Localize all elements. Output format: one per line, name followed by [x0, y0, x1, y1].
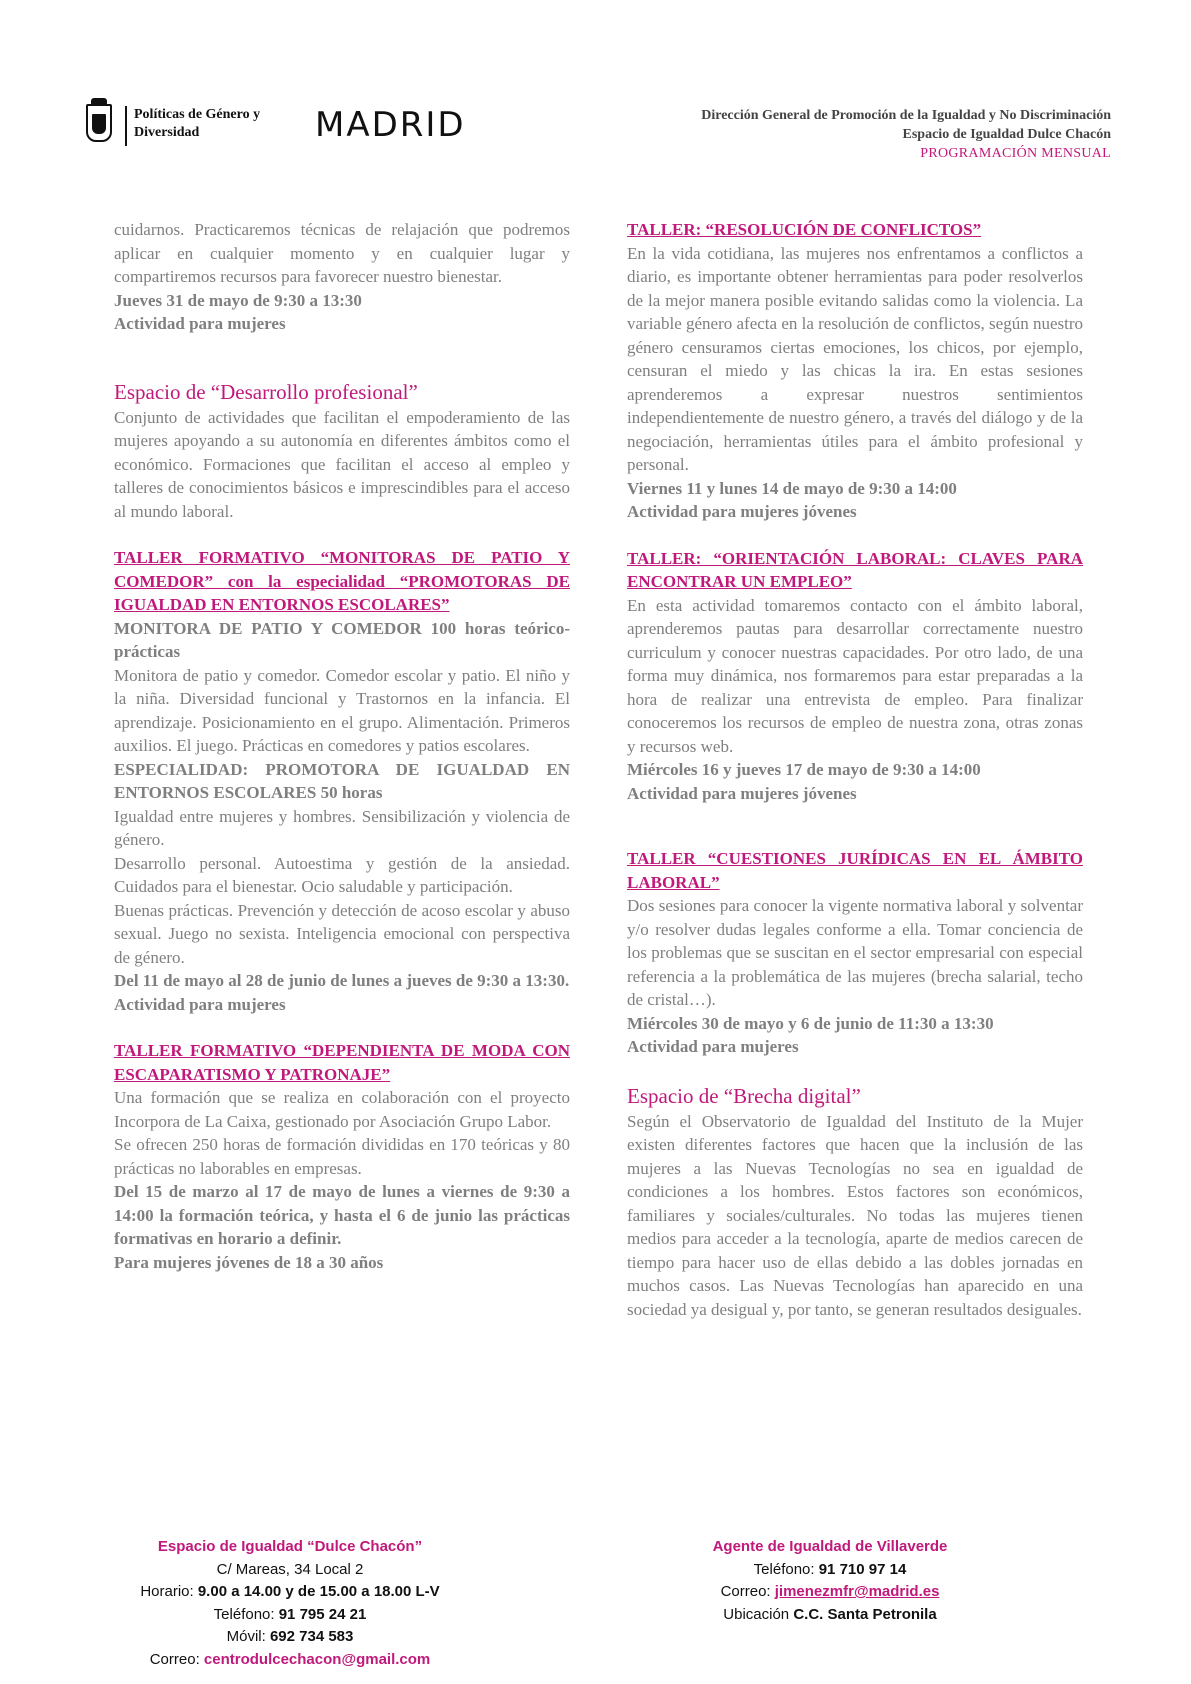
- footer-right: [650, 1536, 1010, 1626]
- taller-monitoras-target: Actividad para mujeres: [114, 994, 286, 1014]
- intro-text: cuidarnos. Practicaremos técnicas de relajación que podremos aplicar en cualquier momento y en cualquier lugar y compartiremos recursos para favorecer nuestro bienestar.: [114, 220, 570, 286]
- logo-divider: [125, 106, 127, 146]
- left-column: [114, 218, 570, 1274]
- header-right: [701, 106, 1111, 163]
- taller-dependienta-text1: Una formación que se realiza en colaboración con el proyecto Incorpora de La Caixa, gestionado por Asociación Grupo Labor.: [114, 1088, 570, 1131]
- taller-orientacion-title: TALLER: “ORIENTACIÓN LABORAL: CLAVES PARA ENCONTRAR UN EMPLEO”: [627, 548, 1083, 591]
- taller-dependienta-date: Del 15 de marzo al 17 de mayo de lunes a viernes de 9:30 a 14:00 la formación teórica, y hasta el 6 de junio las prácticas formativas en horario a definir.: [114, 1182, 570, 1248]
- taller-dependienta-title: TALLER FORMATIVO “DEPENDIENTA DE MODA CON ESCAPARATISMO Y PATRONAJE”: [114, 1041, 570, 1084]
- logo-line-2: Diversidad: [134, 125, 200, 140]
- footer-mobile: Móvil: 692 734 583: [226, 1628, 354, 1645]
- taller-conflictos-target: Actividad para mujeres jóvenes: [627, 502, 857, 521]
- taller-juridicas-target: Actividad para mujeres: [627, 1037, 799, 1056]
- taller-dependienta-target: Para mujeres jóvenes de 18 a 30 años: [114, 1252, 384, 1272]
- footer-right-email: Correo: jimenezmfr@madrid.es: [720, 1583, 940, 1600]
- taller-orientacion-text: En esta actividad tomaremos contacto con el ámbito laboral, aprenderemos pautas para desarrollar correctamente nuestro curriculum y conocer nuestras capacidades. Por otro lado, de una forma muy dinámica, nos formaremos para estar preparadas a la hora de realizar una entrevista de empleo. Para finalizar conoceremos los recursos de empleo de nuestra zona, otras zonas y recursos web.: [627, 595, 1083, 756]
- space-text-brecha: Según el Observatorio de Igualdad del Instituto de la Mujer existen diferentes factores que hacen que la inclusión de las mujeres a las Nuevas Tecnologías no sea en igualdad de condiciones a los hombres. Estos factores son económicos, familiares y sociales/culturales. No todas las mujeres tienen medios para acceder a la tecnología, aparte de medios carecen de tiempo para hacer uso de ellas debido a las dobles jornadas en muchos casos. Las Nuevas Tecnologías han aparecido en una sociedad ya desigual y, por tanto, se generan resultados desiguales.: [627, 1111, 1083, 1319]
- footer-right-phone: Teléfono: 91 710 97 14: [753, 1560, 907, 1578]
- taller-monitoras-text2: Igualdad entre mujeres y hombres. Sensibilización y violencia de género.: [114, 806, 570, 849]
- footer-left-title: Espacio de Igualdad “Dulce Chacón”: [157, 1538, 423, 1555]
- footer-right-location: Ubicación C.C. Santa Petronila: [723, 1605, 937, 1623]
- taller-dependienta-text2: Se ofrecen 250 horas de formación divididas en 170 teóricas y 80 prácticas no laborables en empresas.: [114, 1135, 570, 1178]
- intro-target: Actividad para mujeres: [114, 314, 286, 333]
- taller-monitoras-sub2: ESPECIALIDAD: PROMOTORA DE IGUALDAD EN ENTORNOS ESCOLARES 50 horas: [114, 759, 570, 802]
- logo-madrid: MADRID: [315, 105, 466, 145]
- taller-monitoras-text4: Buenas prácticas. Prevención y detección de acoso escolar y abuso sexual. Juego no sexista. Inteligencia emocional con perspectiva de género.: [114, 900, 570, 967]
- taller-monitoras-text3: Desarrollo personal. Autoestima y gestión de la ansiedad. Cuidados para el bienestar. Ocio saludable y participación.: [114, 853, 570, 896]
- logo-line-1: Políticas de Género y: [134, 107, 261, 122]
- header-programacion: PROGRAMACIÓN MENSUAL: [920, 146, 1111, 161]
- taller-orientacion-target: Actividad para mujeres jóvenes: [627, 783, 857, 803]
- footer-phone: Teléfono: 91 795 24 21: [213, 1605, 367, 1623]
- header-directorate: Dirección General de Promoción de la Igualdad y No Discriminación: [701, 108, 1111, 123]
- space-title-brecha: Espacio de “Brecha digital”: [627, 1083, 861, 1108]
- header-space: Espacio de Igualdad Dulce Chacón: [902, 127, 1111, 142]
- intro-date: Jueves 31 de mayo de 9:30 a 13:30: [114, 290, 362, 310]
- logo-department: [134, 106, 260, 142]
- madrid-crest-icon: [86, 104, 112, 142]
- taller-monitoras-text1: Monitora de patio y comedor. Comedor escolar y patio. El niño y la niña. Diversidad funcional y Trastornos en la infancia. El aprendizaje. Posicionamiento en el grupo. Alimentación. Primeros auxilios. El juego. Prácticas en comedores y patios escolares.: [114, 665, 570, 755]
- footer-email: Correo: centrodulcechacon@gmail.com: [149, 1650, 431, 1668]
- space-title-desarrollo: Espacio de “Desarrollo profesional”: [114, 379, 418, 404]
- footer-address: C/ Mareas, 34 Local 2: [216, 1560, 364, 1578]
- taller-monitoras-sub1: MONITORA DE PATIO Y COMEDOR 100 horas teórico-prácticas: [114, 618, 570, 661]
- right-column: [627, 218, 1083, 1321]
- footer-right-title: Agente de Igualdad de Villaverde: [712, 1538, 948, 1555]
- footer-right-email-link[interactable]: jimenezmfr@madrid.es: [774, 1583, 940, 1600]
- taller-conflictos-title: TALLER: “RESOLUCIÓN DE CONFLICTOS”: [627, 220, 982, 239]
- taller-juridicas-date: Miércoles 30 de mayo y 6 de junio de 11:30 a 13:30: [627, 1013, 994, 1033]
- footer-email-link[interactable]: centrodulcechacon@gmail.com: [203, 1650, 431, 1668]
- taller-monitoras-title: TALLER FORMATIVO “MONITORAS DE PATIO Y COMEDOR” con la especialidad “PROMOTORAS DE IGUALDAD EN ENTORNOS ESCOLARES”: [114, 548, 570, 614]
- taller-conflictos-date: Viernes 11 y lunes 14 de mayo de 9:30 a 14:00: [627, 478, 957, 498]
- taller-monitoras-date: Del 11 de mayo al 28 de junio de lunes a jueves de 9:30 a 13:30.: [114, 971, 570, 990]
- footer-hours: Horario: 9.00 a 14.00 y de 15.00 a 18.00 L-V: [140, 1583, 440, 1600]
- taller-juridicas-title: TALLER “CUESTIONES JURÍDICAS EN EL ÁMBITO LABORAL”: [627, 849, 1083, 892]
- taller-orientacion-date: Miércoles 16 y jueves 17 de mayo de 9:30 a 14:00: [627, 760, 981, 779]
- taller-juridicas-text: Dos sesiones para conocer la vigente normativa laboral y solventar y/o resolver dudas legales conforme a ella. Tomar conciencia de los problemas que se suscitan en el sector empresarial con especial referencia a la problemática de las mujeres (brecha salarial, techo de cristal…).: [627, 896, 1083, 1009]
- taller-conflictos-text: En la vida cotidiana, las mujeres nos enfrentamos a conflictos a diario, es importante obtener herramientas para poder resolverlos de la mejor manera posible evitando salidas como la violencia. La variable género afecta en la resolución de conflictos, según nuestro género censuramos ciertas emociones, los chicos, por ejemplo, censuran el miedo y las chicas la ira. En estas sesiones aprenderemos a expresar nuestros sentimientos independientemente de nuestro género, a través del diálogo y de la negociación, herramientas útiles para el ámbito profesional y personal.: [627, 243, 1083, 474]
- footer-left: [110, 1536, 470, 1671]
- space-text-desarrollo: Conjunto de actividades que facilitan el empoderamiento de las mujeres apoyando a su autonomía en diferentes ámbitos como el económico. Formaciones que facilitan el acceso al empleo y talleres de conocimientos básicos e imprescindibles para el acceso al mundo laboral.: [114, 407, 570, 521]
